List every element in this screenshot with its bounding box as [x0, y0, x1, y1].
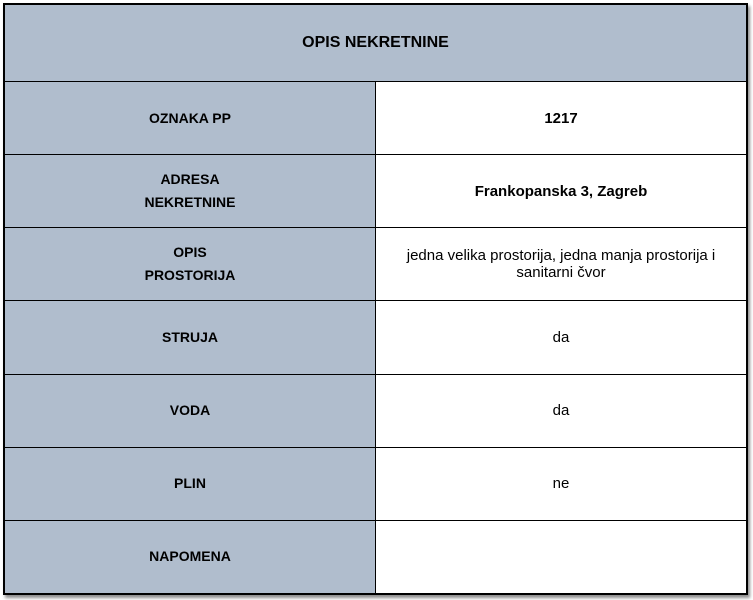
- table-row-struja: [5, 301, 747, 374]
- row-value-struja: da: [376, 301, 747, 374]
- row-value-oznaka: 1217: [376, 82, 747, 155]
- table-row-adresa: [5, 155, 747, 228]
- row-value-adresa: Frankopanska 3, Zagreb: [376, 155, 747, 228]
- row-value-voda: da: [376, 374, 747, 447]
- table-row-opis: [5, 228, 747, 301]
- row-label-struja: STRUJA: [5, 301, 376, 374]
- table: [4, 4, 747, 594]
- table-row-voda: [5, 374, 747, 447]
- table-row-oznaka: [5, 82, 747, 155]
- row-label-voda: VODA: [5, 374, 376, 447]
- property-description-table: [3, 3, 748, 595]
- row-label-plin: PLIN: [5, 447, 376, 520]
- row-value-opis: jedna velika prostorija, jedna manja prostorija i sanitarni čvor: [376, 228, 747, 301]
- table-title: OPIS NEKRETNINE: [5, 5, 747, 82]
- table-row-plin: [5, 447, 747, 520]
- row-label-oznaka: OZNAKA PP: [5, 82, 376, 155]
- title-row: [5, 5, 747, 82]
- row-value-plin: ne: [376, 447, 747, 520]
- row-label-adresa: ADRESA NEKRETNINE: [5, 155, 376, 228]
- table-row-napomena: [5, 520, 747, 593]
- row-label-opis: OPIS PROSTORIJA: [5, 228, 376, 301]
- row-value-napomena: [376, 520, 747, 593]
- row-label-napomena: NAPOMENA: [5, 520, 376, 593]
